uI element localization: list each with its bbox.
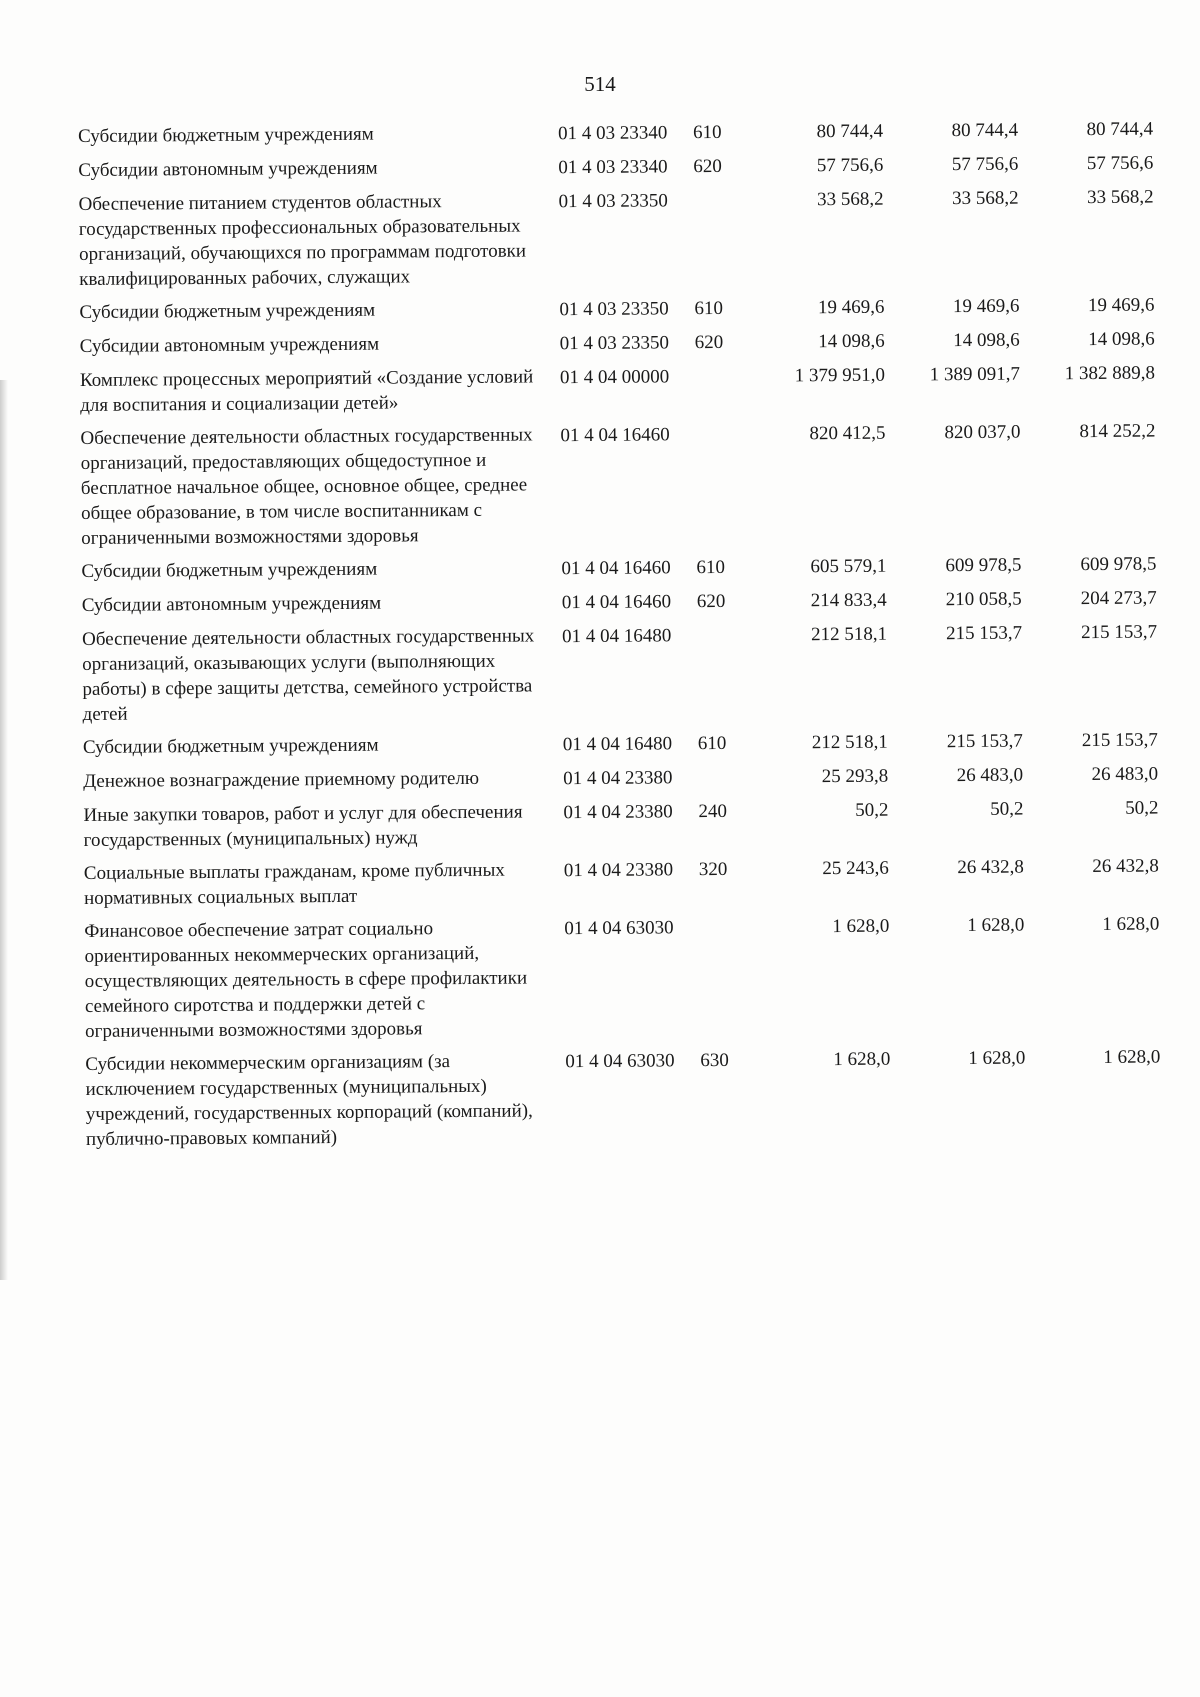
amount-year-2: 14 098,6 [953,329,1020,352]
expense-name: Субсидии бюджетным учреждениям [81,558,378,582]
amount-year-3: 814 252,2 [1079,420,1156,443]
amount-year-1: 212 518,1 [811,731,888,754]
expense-type-code [698,764,753,765]
amount-year-2: 33 568,2 [952,187,1019,210]
target-article-code: 01 4 04 16480 [562,733,673,756]
table-row [84,910,1185,1044]
target-article-code: 01 4 03 23350 [558,190,668,213]
amount-year-2: 820 037,0 [944,421,1021,444]
target-article-code: 01 4 04 16460 [561,557,671,580]
expense-name: Субсидии бюджетным учреждениям [82,734,379,758]
expense-type-code [697,622,752,623]
expense-name: Субсидии бюджетным учреждениям [79,299,376,323]
amount-year-1: 33 568,2 [817,188,884,211]
expense-name: Денежное вознаграждение приемному родителю [83,767,480,792]
amount-year-3: 80 744,4 [1086,118,1154,141]
amount-year-1: 25 243,6 [822,857,889,880]
target-article-code: 01 4 04 00000 [559,366,670,389]
amount-year-3: 50,2 [1125,797,1159,819]
expense-type-code: 620 [694,331,724,354]
amount-year-1: 19 469,6 [817,296,885,319]
table-row [78,149,1178,184]
expense-name: Обеспечение деятельности областных государственных организаций, оказывающих услуги (выполняющих работы) в сфере защиты детства, семейного устройства детей [81,625,535,725]
table-row [82,618,1183,727]
table-row [83,794,1183,853]
amount-year-2: 1 389 091,7 [929,363,1021,386]
expense-name: Обеспечение питанием студентов областных государственных профессиональных образовательных организаций, обучающихся по программам подготовки квалифицированных рабочих, служащих [78,191,527,290]
amount-year-3: 1 628,0 [1102,913,1160,935]
amount-year-1: 80 744,4 [816,120,884,143]
amount-year-1: 25 293,8 [821,765,889,788]
amount-year-1: 820 412,5 [809,422,886,445]
target-article-code: 01 4 04 23380 [563,801,673,824]
amount-year-3: 1 382 889,8 [1064,362,1156,385]
amount-year-1: 1 628,0 [833,1048,891,1071]
expense-type-code: 630 [700,1049,729,1072]
target-article-code: 01 4 04 63030 [564,917,674,940]
expense-name: Комплекс процессных мероприятий «Создание условий для воспитания и социализации детей» [79,366,534,416]
amount-year-2: 26 432,8 [957,856,1024,879]
expense-name: Иные закупки товаров, работ и услуг для обеспечения государственных (муниципальных) нужд [83,801,523,851]
amount-year-1: 50,2 [855,799,889,821]
table-row [81,550,1181,585]
amount-year-2: 609 978,5 [945,554,1022,577]
amount-year-2: 210 058,5 [945,588,1022,611]
target-article-code: 01 4 03 23350 [559,298,669,321]
target-article-code: 01 4 03 23350 [559,332,670,355]
expense-name: Субсидии бюджетным учреждениям [78,123,374,147]
amount-year-2: 50,2 [990,798,1024,820]
budget-table [78,115,1186,1160]
amount-year-2: 26 483,0 [956,764,1024,787]
amount-year-1: 1 628,0 [832,915,890,938]
expense-name: Финансовое обеспечение затрат социально ориентированных некоммерческих организаций, осуществляющих деятельность в сфере профилактики семейного сиротства и поддержки детей с ограниченными возможностями здоровья [84,918,528,1042]
expense-type-code [694,187,749,188]
table-row [85,1043,1186,1152]
amount-year-3: 26 483,0 [1091,763,1159,786]
amount-year-2: 57 756,6 [951,153,1019,176]
expense-type-code: 610 [697,732,727,755]
expense-name: Субсидии автономным учреждениям [81,592,382,616]
amount-year-3: 14 098,6 [1088,328,1155,351]
expense-type-code: 610 [694,297,724,320]
target-article-code: 01 4 04 16460 [560,424,670,447]
expense-name: Субсидии автономным учреждениям [78,157,378,181]
table-row [84,852,1184,911]
amount-year-2: 215 153,7 [945,622,1023,645]
table-row [79,291,1179,326]
expense-type-code: 610 [696,556,726,579]
amount-year-1: 605 579,1 [810,555,887,578]
amount-year-3: 1 628,0 [1103,1046,1161,1068]
amount-year-1: 212 518,1 [810,623,888,646]
expense-type-code: 610 [693,121,722,144]
target-article-code: 01 4 03 23340 [558,122,668,145]
target-article-code: 01 4 03 23340 [558,156,668,179]
expense-name: Обеспечение деятельности областных государственных организаций, предоставляющих общедоступное и бесплатное начальное общее, основное общее, среднее общее образование, в том числе воспитанникам с ограниченными возможностями здоровья [80,424,533,549]
amount-year-3: 26 432,8 [1092,855,1159,878]
amount-year-2: 80 744,4 [951,119,1019,142]
table-row [80,417,1181,551]
expense-type-code [695,421,750,422]
amount-year-3: 215 153,7 [1081,729,1158,752]
amount-year-1: 1 379 951,0 [794,364,886,387]
amount-year-2: 215 153,7 [946,730,1023,753]
target-article-code: 01 4 04 23380 [563,767,673,790]
amount-year-3: 57 756,6 [1086,152,1154,175]
table-row [78,115,1178,150]
scan-shadow [0,380,8,1280]
expense-name: Социальные выплаты гражданам, кроме публичных нормативных социальных выплат [83,859,505,909]
table-row [79,183,1180,292]
table-row [82,584,1182,619]
amount-year-3: 33 568,2 [1087,186,1154,209]
table-row [83,726,1183,761]
target-article-code: 01 4 04 23380 [563,859,674,882]
amount-year-3: 609 978,5 [1080,553,1157,576]
expense-type-code: 320 [698,858,728,881]
target-article-code: 01 4 04 16460 [561,591,672,614]
expense-name: Субсидии некоммерческим организациям (за исключением государственных (муниципальных) учреждений, государственных корпораций (компаний), публично-правовых компаний) [85,1051,533,1150]
table-row [80,325,1180,360]
target-article-code: 01 4 04 16480 [561,625,672,648]
expense-type-code: 240 [698,800,728,823]
amount-year-2: 1 628,0 [968,1047,1026,1070]
amount-year-1: 14 098,6 [818,330,885,353]
amount-year-3: 19 469,6 [1087,294,1155,317]
page-number: 514 [584,72,616,96]
expense-type-code: 620 [696,590,726,613]
amount-year-3: 215 153,7 [1080,621,1158,644]
table-row [83,760,1183,795]
expense-type-code [699,914,754,915]
target-article-code: 01 4 04 63030 [565,1050,675,1073]
amount-year-1: 214 833,4 [810,589,887,612]
expense-name: Субсидии автономным учреждениям [79,333,380,357]
expense-type-code: 620 [693,155,722,178]
amount-year-1: 57 756,6 [816,154,884,177]
expense-type-code [695,363,750,364]
amount-year-3: 204 273,7 [1080,587,1157,610]
amount-year-2: 19 469,6 [952,295,1020,318]
amount-year-2: 1 628,0 [967,914,1025,937]
table-row [80,359,1180,418]
